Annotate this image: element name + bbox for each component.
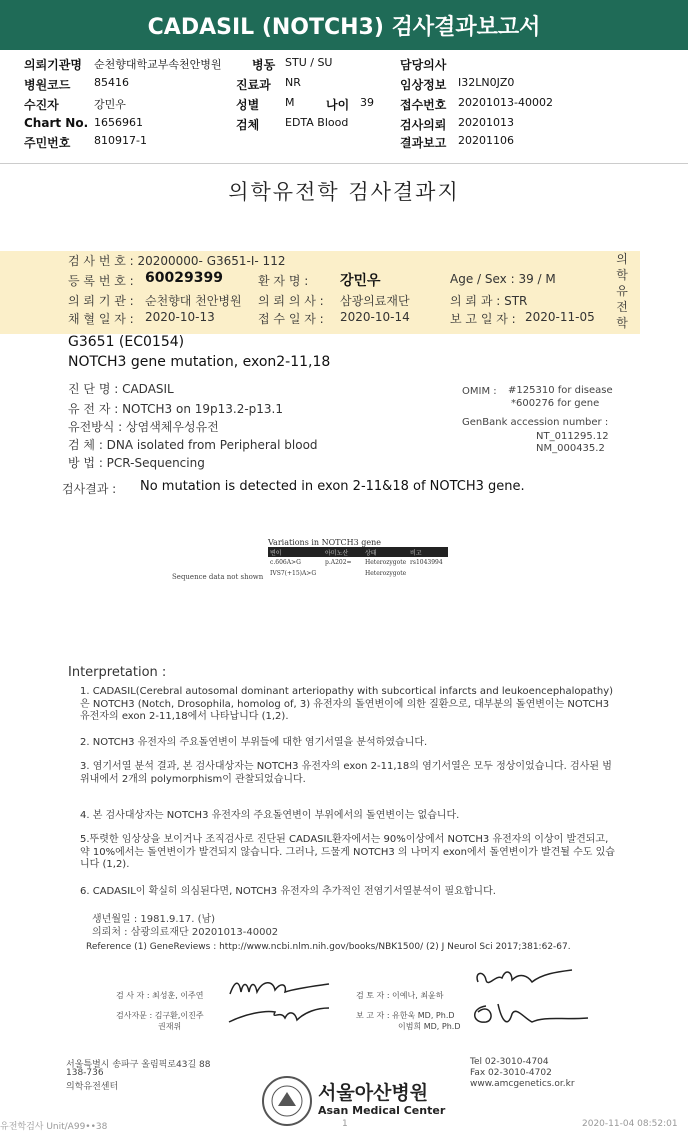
rrn-label: 주민번호 <box>24 136 71 150</box>
test-code: G3651 (EC0154) <box>68 334 185 350</box>
table-row: IVS7(+15)A>G Heterozygote <box>270 570 407 577</box>
receive-label: 접 수 일 자 : <box>258 312 324 326</box>
hospital-value: 순천향대학교부속천안병원 <box>94 58 222 71</box>
variations-caption: Variations in NOTCH3 gene <box>268 538 381 547</box>
sex-label: 성별 <box>236 98 260 112</box>
table-row: c.606A>G p.A202= Heterozygote rs1043994 <box>270 559 443 566</box>
asan-foundation-emblem <box>262 1076 312 1126</box>
sex-value: M <box>285 96 295 109</box>
chart-label: Chart No. <box>24 116 89 130</box>
variations-header: 변이 아미노산 상태 비고 <box>268 547 448 557</box>
department: 의 뢰 과 : STR <box>450 294 528 308</box>
genbank-1: NT_011295.12 <box>536 431 609 442</box>
reference: Reference (1) GeneReviews : http://www.ncbi.nlm.nih.gov/books/NBK1500/ (2) J Neurol Sci 2017;381:62-67. <box>86 942 571 952</box>
gene: 유 전 자 : NOTCH3 on 19p13.2-p13.1 <box>68 402 284 416</box>
dept-label: 진료과 <box>236 78 271 92</box>
dept-value: NR <box>285 76 301 89</box>
patient-name-value: 강민우 <box>340 273 381 289</box>
birth-date: 생년월일 : 1981.9.17. (남) <box>92 914 216 925</box>
variations-table <box>268 538 448 579</box>
test-name: NOTCH3 gene mutation, exon2-11,18 <box>68 354 331 370</box>
report-title: CADASIL (NOTCH3) 검사결과보고서 <box>0 0 688 50</box>
age-label: 나이 <box>326 98 350 112</box>
advisor-names-2: 권재위 <box>158 1022 182 1031</box>
reporter-names: 보 고 자 : 유한욱 MD, Ph.D <box>356 1011 455 1020</box>
doctor-label: 담당의사 <box>400 58 447 72</box>
address-line-2: 138-736 <box>66 1068 104 1078</box>
address-line-1: 서울특별시 송파구 올림픽로43길 88 <box>66 1060 211 1070</box>
rrn-value: 810917-1 <box>94 134 147 147</box>
clinical-value: I32LN0JZ0 <box>458 76 515 89</box>
reporter-names-2: 이범희 MD, Ph.D <box>398 1022 461 1031</box>
side-label: 의 학 유 전 학 <box>616 252 628 330</box>
patient-name-label: 환 자 명 : <box>258 274 309 288</box>
reg-value: 60029399 <box>145 270 223 286</box>
request-value: 20201013 <box>458 116 514 129</box>
chart-value: 1656961 <box>94 116 143 129</box>
tester-names: 검 사 자 : 최성훈, 이주연 <box>116 991 204 1000</box>
ward-value: STU / SU <box>285 56 333 69</box>
collect-value: 2020-10-13 <box>145 310 215 324</box>
sheet-title: 의학유전학 검사결과지 <box>228 180 460 204</box>
footer-page: 1 <box>342 1119 348 1129</box>
fax: Fax 02-3010-4702 <box>470 1068 552 1078</box>
report-label: 결과보고 <box>400 136 447 150</box>
specimen-label: 검체 <box>236 118 260 132</box>
reviewer-signature <box>472 964 592 996</box>
age-value: 39 <box>360 96 374 109</box>
hospital-logo-korean: 서울아산병원 <box>318 1082 429 1104</box>
clinical-label: 임상정보 <box>400 78 447 92</box>
interpretation-2: 2. NOTCH3 유전자의 주요돌연변이 부위들에 대한 염기서열을 분석하였습니다. <box>80 737 428 748</box>
reviewer-names: 검 토 자 : 이예나, 최윤하 <box>356 991 444 1000</box>
specimen-value: EDTA Blood <box>285 116 349 129</box>
requesting-doctor-label: 의 뢰 의 사 : <box>258 294 324 308</box>
code-value: 85416 <box>94 76 129 89</box>
patient-info-grid <box>0 52 688 152</box>
receive-value: 2020-10-14 <box>340 310 410 324</box>
interpretation-1: 1. CADASIL(Cerebral autosomal dominant arteriopathy with subcortical infarcts and leukoencephalopathy)은 NOTCH3 (Notch, Drosophila, homolog of, 3) 유전자의 돌연변이에 의한 질환으로, 대부분의 돌연변이는 NOTCH3 유전자의 exon 2-11,18에서 나타납니다 (1,2). <box>80 686 614 722</box>
genbank-label: GenBank accession number : <box>462 417 609 428</box>
age-sex: Age / Sex : 39 / M <box>450 272 556 286</box>
footer-unit: 유전학검사 Unit/A99••38 <box>0 1122 108 1132</box>
receipt-value: 20201013-40002 <box>458 96 553 109</box>
interpretation-3: 3. 염기서열 분석 결과, 본 검사대상자는 NOTCH3 유전자의 exon 2-11,18의 염기서열은 모두 정상이었습니다. 검사된 범위내에서 2개의 polymorphism이 관찰되었습니다. <box>80 761 612 785</box>
interpretation-6: 6. CADASIL이 확실히 의심된다면, NOTCH3 유전자의 추가적인 전염기서열분석이 필요합니다. <box>80 886 496 897</box>
scanned-result-sheet <box>0 163 688 1145</box>
institution-label: 의 뢰 기 관 : <box>68 294 134 308</box>
result-label: 검사결과 : <box>62 482 117 496</box>
interpretation-title: Interpretation : <box>68 665 167 680</box>
test-number: 검 사 번 호 : 20200000- G3651-I- 112 <box>68 254 286 268</box>
patient-label: 수진자 <box>24 98 59 112</box>
website: www.amcgenetics.or.kr <box>470 1079 575 1089</box>
request-label: 검사의뢰 <box>400 118 447 132</box>
omim-label: OMIM : <box>462 386 497 397</box>
omim-disease: #125310 for disease <box>508 385 613 396</box>
receipt-label: 접수번호 <box>400 98 447 112</box>
tester-signature <box>225 974 335 1000</box>
method: 방 법 : PCR-Sequencing <box>68 456 205 470</box>
sequence-note: Sequence data not shown <box>172 573 264 581</box>
interpretation-4: 4. 본 검사대상자는 NOTCH3 유전자의 주요돌연변이 부위에서의 돌연변이는 없습니다. <box>80 810 460 821</box>
patient-value: 강민우 <box>94 98 126 111</box>
telephone: Tel 02-3010-4704 <box>470 1057 549 1067</box>
ward-label: 병동 <box>252 58 276 72</box>
code-label: 병원코드 <box>24 78 71 92</box>
report-date-value: 2020-11-05 <box>525 310 595 324</box>
diagnosis: 진 단 명 : CADASIL <box>68 382 174 396</box>
inheritance: 유전방식 : 상염색체우성유전 <box>68 420 219 434</box>
genbank-2: NM_000435.2 <box>536 443 605 454</box>
requesting-doctor-value: 삼광의료재단 <box>340 294 410 308</box>
report-value: 20201106 <box>458 134 514 147</box>
report-date-label: 보 고 일 자 : <box>450 312 516 326</box>
address-line-3: 의학유전센터 <box>66 1082 119 1092</box>
institution-value: 순천향대 천안병원 <box>145 294 242 308</box>
reg-label: 등 록 번 호 : <box>68 274 134 288</box>
hospital-label: 의뢰기관명 <box>24 58 82 72</box>
advisor-signature <box>225 1002 335 1028</box>
hospital-logo-english: Asan Medical Center <box>318 1104 446 1117</box>
footer-timestamp: 2020-11-04 08:52:01 <box>582 1119 678 1129</box>
interpretation-5: 5.뚜렷한 임상상을 보이거나 조직검사로 진단된 CADASIL환자에서는 90%이상에서 NOTCH3 유전자의 이상이 발견되고, 약 10%에서는 돌연변이가 발견되지 않습니다. 그러나, 드물게 NOTCH3 의 나머지 exon에서 돌연변이가 발견될 수도 있습니다 (1,2). <box>80 834 615 870</box>
specimen: 검 체 : DNA isolated from Peripheral blood <box>68 438 318 452</box>
reporter-signature <box>468 998 598 1038</box>
collect-label: 채 혈 일 자 : <box>68 312 134 326</box>
omim-gene: *600276 for gene <box>511 398 600 409</box>
result-text: No mutation is detected in exon 2-11&18 of NOTCH3 gene. <box>140 479 525 494</box>
requester: 의뢰처 : 삼광의료재단 20201013-40002 <box>92 927 279 938</box>
advisor-names: 검사자문 : 김구환,이진주 <box>116 1011 204 1020</box>
